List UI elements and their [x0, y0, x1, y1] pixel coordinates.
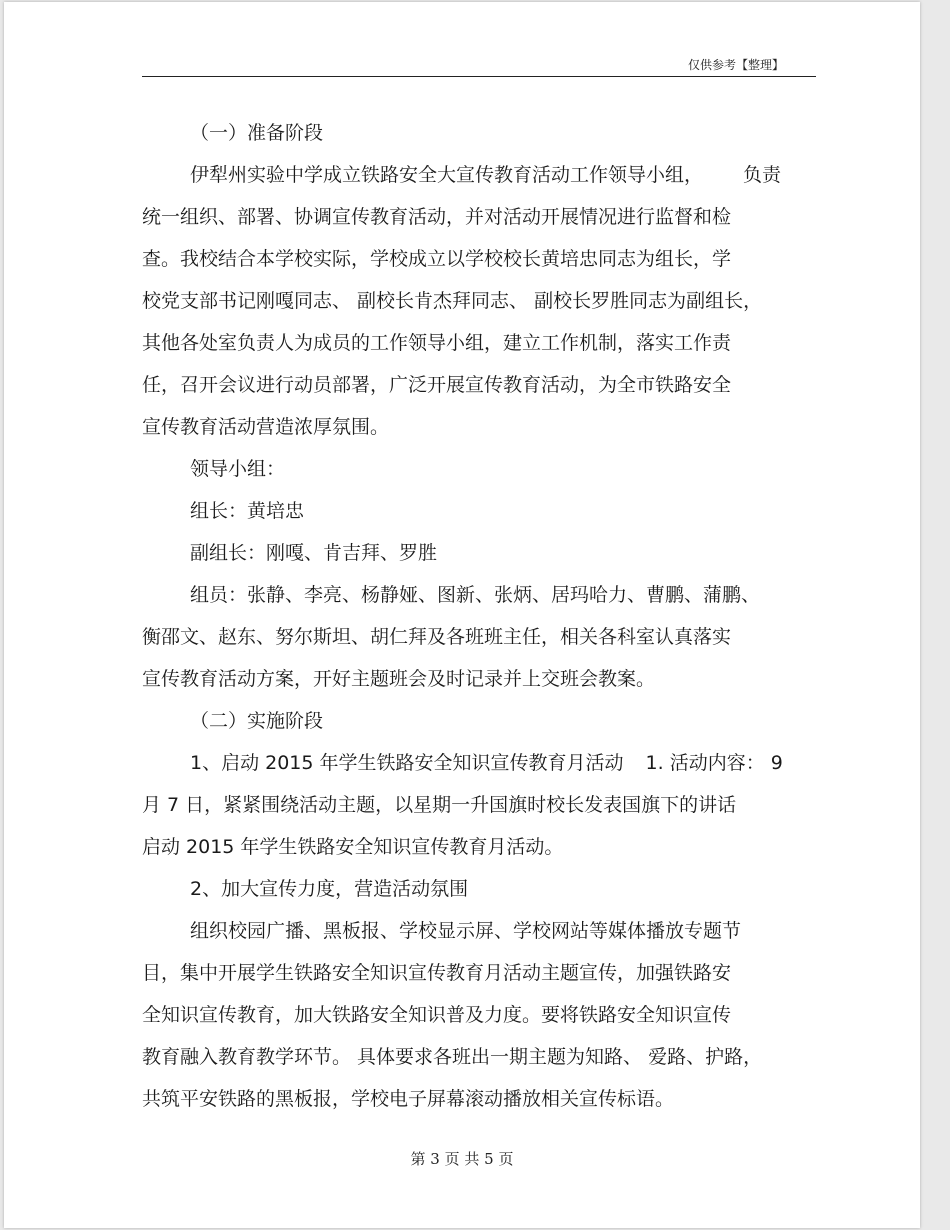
document-body [142, 112, 822, 1120]
paragraph-line: 启动 2015 年学生铁路安全知识宣传教育月活动。 [142, 836, 564, 858]
text-run: 1、启动 2015 年学生铁路安全知识宣传教育月活动 [190, 752, 624, 774]
paragraph-line: 统一组织、部署、协调宣传教育活动，并对活动开展情况进行监督和检 [142, 206, 732, 228]
text-run: 负责 [743, 164, 782, 186]
text-run: 伊犁州实验中学成立铁路安全大宣传教育活动工作领导小组， [190, 164, 704, 186]
paragraph-line [142, 742, 822, 784]
section-heading-implementation: （二）实施阶段 [190, 710, 324, 732]
page-number: 第 3 页 共 5 页 [410, 1150, 514, 1168]
paragraph-line: 月 7 日，紧紧围绕活动主题，以星期一升国旗时校长发表国旗下的讲话 [142, 794, 737, 816]
header-divider [142, 76, 816, 77]
paragraph-line: 目，集中开展学生铁路安全知识宣传教育月活动主题宣传，加强铁路安 [142, 962, 732, 984]
list-item: 组长：黄培忠 [190, 500, 305, 522]
header-note: 仅供参考【整理】 [687, 58, 784, 72]
paragraph-line: 组织校园广播、黑板报、学校显示屏、学校网站等媒体播放专题节 [190, 920, 742, 942]
list-item: 组员：张静、李亮、杨静娅、图新、张炳、居玛哈力、曹鹏、蒲鹏、 [190, 584, 761, 606]
paragraph-line: 共筑平安铁路的黑板报，学校电子屏幕滚动播放相关宣传标语。 [142, 1088, 675, 1110]
paragraph-line: 查。我校结合本学校实际，学校成立以学校校长黄培忠同志为组长，学 [142, 248, 732, 270]
list-heading: 领导小组： [190, 458, 286, 480]
paragraph-line: 全知识宣传教育，加大铁路安全知识普及力度。要将铁路安全知识宣传 [142, 1004, 732, 1026]
section-heading-preparation: （一）准备阶段 [190, 122, 324, 144]
document-page [4, 2, 920, 1228]
paragraph-line: 其他各处室负责人为成员的工作领导小组，建立工作机制，落实工作责 [142, 332, 732, 354]
paragraph-line: 衡邵文、赵东、努尔斯坦、胡仁拜及各班班主任，相关各科室认真落实 [142, 626, 732, 648]
list-item: 副组长：刚嘎、肯吉拜、罗胜 [190, 542, 438, 564]
paragraph-line: 宣传教育活动方案，开好主题班会及时记录并上交班会教案。 [142, 668, 656, 690]
text-run: 1. 活动内容： 9 [645, 752, 783, 774]
paragraph-line: 宣传教育活动营造浓厚氛围。 [142, 416, 390, 438]
subsection-heading: 2、加大宣传力度，营造活动氛围 [190, 878, 469, 900]
paragraph-line: 任，召开会议进行动员部署，广泛开展宣传教育活动，为全市铁路安全 [142, 374, 732, 396]
paragraph-line: 校党支部书记刚嘎同志、 副校长肯杰拜同志、 副校长罗胜同志为副组长， [142, 290, 763, 312]
paragraph-line [142, 154, 822, 196]
paragraph-line: 教育融入教育教学环节。 具体要求各班出一期主题为知路、 爱路、护路， [142, 1046, 763, 1068]
